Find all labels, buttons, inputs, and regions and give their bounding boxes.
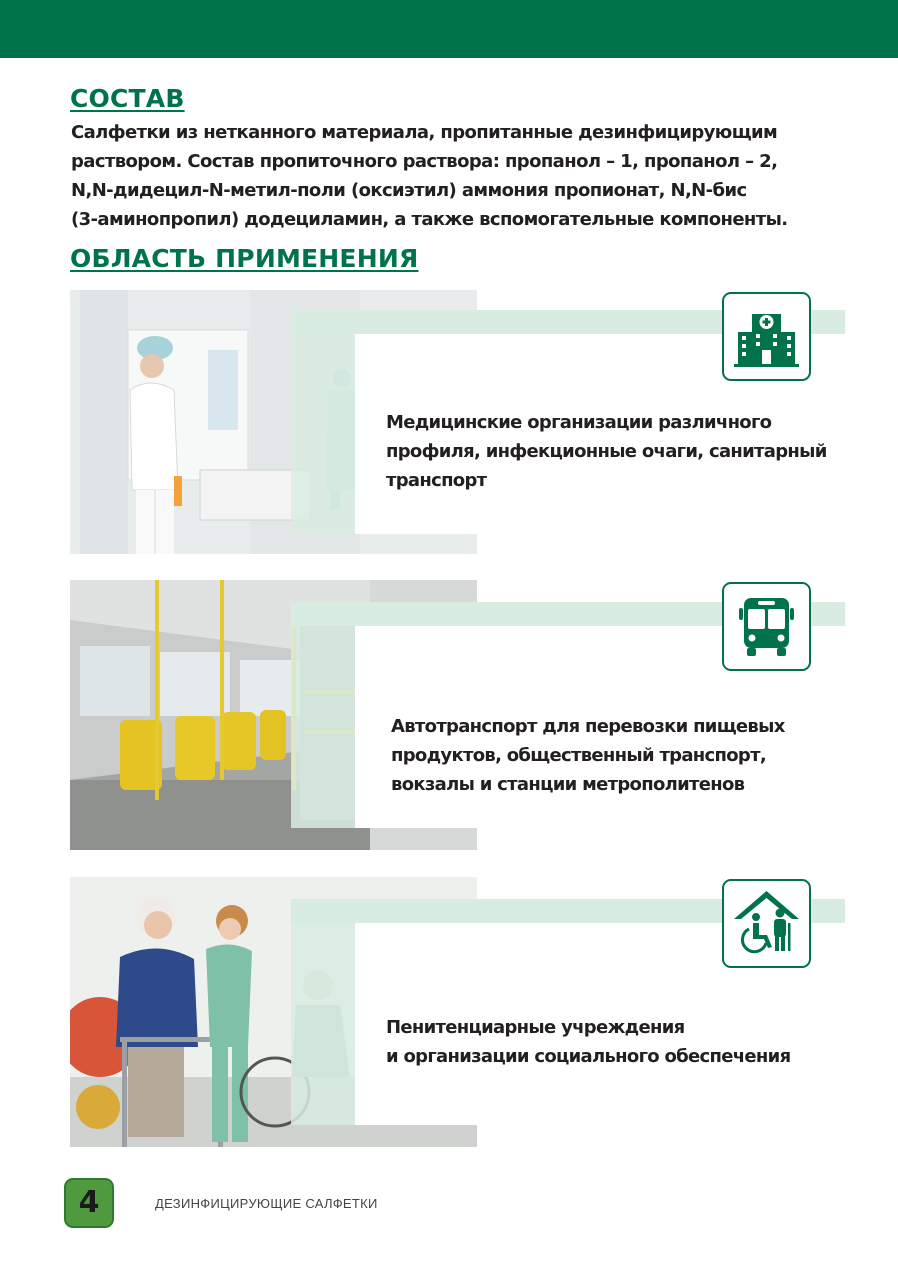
care-home-icon xyxy=(732,889,801,958)
application-text xyxy=(386,408,827,495)
page-number-badge xyxy=(64,1178,114,1228)
icon-frame xyxy=(722,292,811,381)
composition-line: раствором. Состав пропиточного раствора: пропанол – 1, пропанол – 2, xyxy=(71,151,778,172)
composition-heading: СОСТАВ xyxy=(70,84,185,113)
application-line: Пенитенциарные учреждения xyxy=(386,1017,685,1038)
composition-line: (3-аминопропил) додециламин, а также вспомогательные компоненты. xyxy=(71,209,788,230)
application-text xyxy=(391,712,785,799)
application-item-medical xyxy=(0,290,898,555)
application-item-transport xyxy=(0,580,898,850)
icon-frame xyxy=(722,582,811,671)
application-line: транспорт xyxy=(386,470,487,491)
hospital-icon xyxy=(732,302,801,371)
icon-frame xyxy=(722,879,811,968)
tint-column xyxy=(291,334,355,534)
composition-line: Салфетки из нетканного материала, пропитанные дезинфицирующим xyxy=(71,122,778,143)
bus-icon xyxy=(732,592,801,661)
composition-text xyxy=(71,118,831,234)
application-text xyxy=(386,1013,790,1071)
application-heading: ОБЛАСТЬ ПРИМЕНЕНИЯ xyxy=(70,244,419,273)
page-number: 4 xyxy=(78,1185,100,1220)
header-bar xyxy=(0,0,898,58)
application-line: Медицинские организации различного xyxy=(386,412,772,433)
footer-title: ДЕЗИНФИЦИРУЮЩИЕ САЛФЕТКИ xyxy=(155,1196,378,1211)
tint-column xyxy=(291,923,355,1125)
application-line: профиля, инфекционные очаги, санитарный xyxy=(386,441,827,462)
tint-column xyxy=(291,626,355,828)
composition-line: N,N-дидецил-N-метил-поли (оксиэтил) аммония пропионат, N,N-бис xyxy=(71,180,747,201)
application-line: Автотранспорт для перевозки пищевых xyxy=(391,716,785,737)
application-item-social xyxy=(0,877,898,1147)
application-line: и организации социального обеспечения xyxy=(386,1046,791,1067)
application-line: вокзалы и станции метрополитенов xyxy=(391,774,745,795)
application-line: продуктов, общественный транспорт, xyxy=(391,745,766,766)
